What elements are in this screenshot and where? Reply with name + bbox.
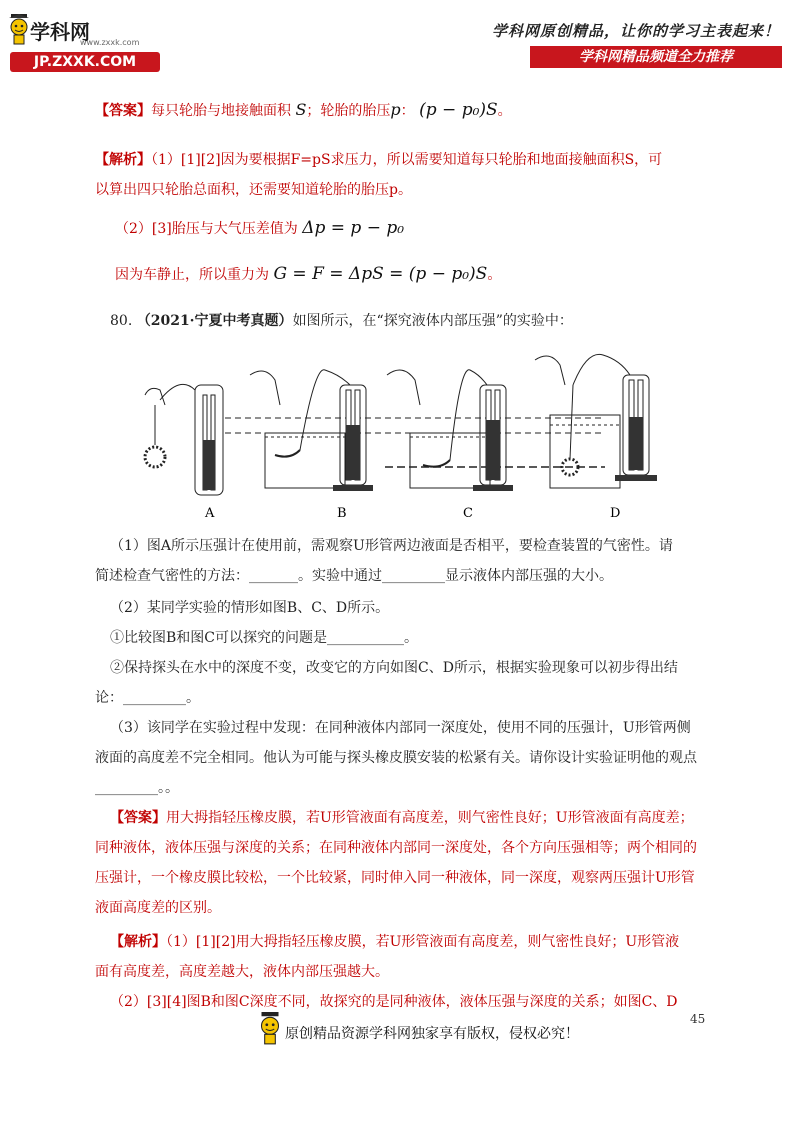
q80-sub2: （2）某同学实验的情形如图B、C、D所示。 [110,600,390,616]
q79-answer: 【答案】每只轮胎与地接触面积 S；轮胎的胎压p： (p − p₀)S。 [95,100,512,120]
q80-sub2-2-line1: ②保持探头在水中的深度不变，改变它的方向如图C、D所示，根据实验现象可以初步得出结 [110,660,678,676]
formula-delta-p: Δp = p − p₀ [302,218,405,238]
q80-sub2-1: ①比较图B和图C可以探究的问题是___________。 [110,630,418,646]
label-b: B [337,506,347,521]
q80-answer-line4: 液面高度差的区别。 [95,900,221,916]
q80-sub2-2-line2: 论：_________。 [95,690,200,706]
page-number: 45 [690,1012,706,1026]
logo-name: 学科网 [30,20,90,44]
q80-sub3-line2: 液面的高度差不完全相同。他认为可能与探头橡皮膜安装的松紧有关。请你设计实验证明他的观点 [95,750,697,766]
figure-b [250,370,373,491]
experiment-figure [125,345,680,525]
q80-analysis-line2: 面有高度差，高度差越大，液体内部压强越大。 [95,964,389,980]
page-header [0,0,800,80]
q80-stem: 80. （2021·宁夏中考真题）如图所示，在“探究液体内部压强”的实验中： [110,313,573,329]
q80-answer-line1: 【答案】用大拇指轻压橡皮膜，若U形管液面有高度差，则气密性良好；U形管液面有高度差； [110,810,694,826]
q80-answer-line2: 同种液体，液体压强与深度的关系；在同种液体内部同一深度处，各个方向压强相等；两个相同的 [95,840,697,856]
header-slogan: 学科网原创精品，让你的学习主表起来！ [491,22,780,40]
footer-mascot-icon [258,1012,282,1046]
figure-c [387,370,513,491]
q80-sub1-line1: （1）图A所示压强计在使用前，需观察U形管两边液面是否相平，要检查装置的气密性。请 [110,538,673,554]
q79-analysis-line2: 以算出四只轮胎总面积，还需要知道轮胎的胎压p。 [95,182,412,198]
footer-copyright: 原创精品资源学科网独家享有版权，侵权必究！ [285,1026,579,1042]
q79-analysis-line4: 因为车静止，所以重力为 G = F = ΔpS = (p − p₀)S。 [115,264,502,284]
q80-analysis-line3: （2）[3][4]图B和图C深度不同，故探究的是同种液体，液体压强与深度的关系；如图C、D [110,994,678,1010]
mascot-icon [8,14,30,46]
formula-gravity: G = F = ΔpS = (p − p₀)S [273,264,488,284]
q79-analysis-line1: 【解析】（1）[1][2]因为要根据F=pS求压力，所以需要知道每只轮胎和地面接触面积S，可 [95,152,663,168]
figure-d [535,354,657,488]
label-c: C [463,506,473,521]
figure-a [145,384,223,495]
q80-sub3-line1: （3）该同学在实验过程中发现：在同种液体内部同一深度处，使用不同的压强计，U形管两侧 [110,720,691,736]
q80-sub3-line3: _________。。 [95,780,179,796]
q80-answer-line3: 压强计，一个橡皮膜比较松，一个比较紧，同时伸入同一种液体，同一深度，观察两压强计U形管 [95,870,695,886]
label-d: D [610,506,621,521]
label-a: A [205,506,215,521]
header-slogan-bar: 学科网精品频道全力推荐 [530,46,782,68]
q79-analysis-line3: （2）[3]胎压与大气压差值为 Δp = p − p₀ [115,218,405,238]
q80-sub1-line2: 简述检查气密性的方法：_______。实验中通过_________显示液体内部压强的大小。 [95,568,613,584]
formula-pressure-area: (p − p₀)S [419,100,498,120]
logo-bar: JP.ZXXK.COM [10,52,160,72]
logo-url: www.zxxk.com [80,38,140,47]
q80-analysis-line1: 【解析】（1）[1][2]用大拇指轻压橡皮膜，若U形管液面有高度差，则气密性良好；U形管液 [110,934,680,950]
